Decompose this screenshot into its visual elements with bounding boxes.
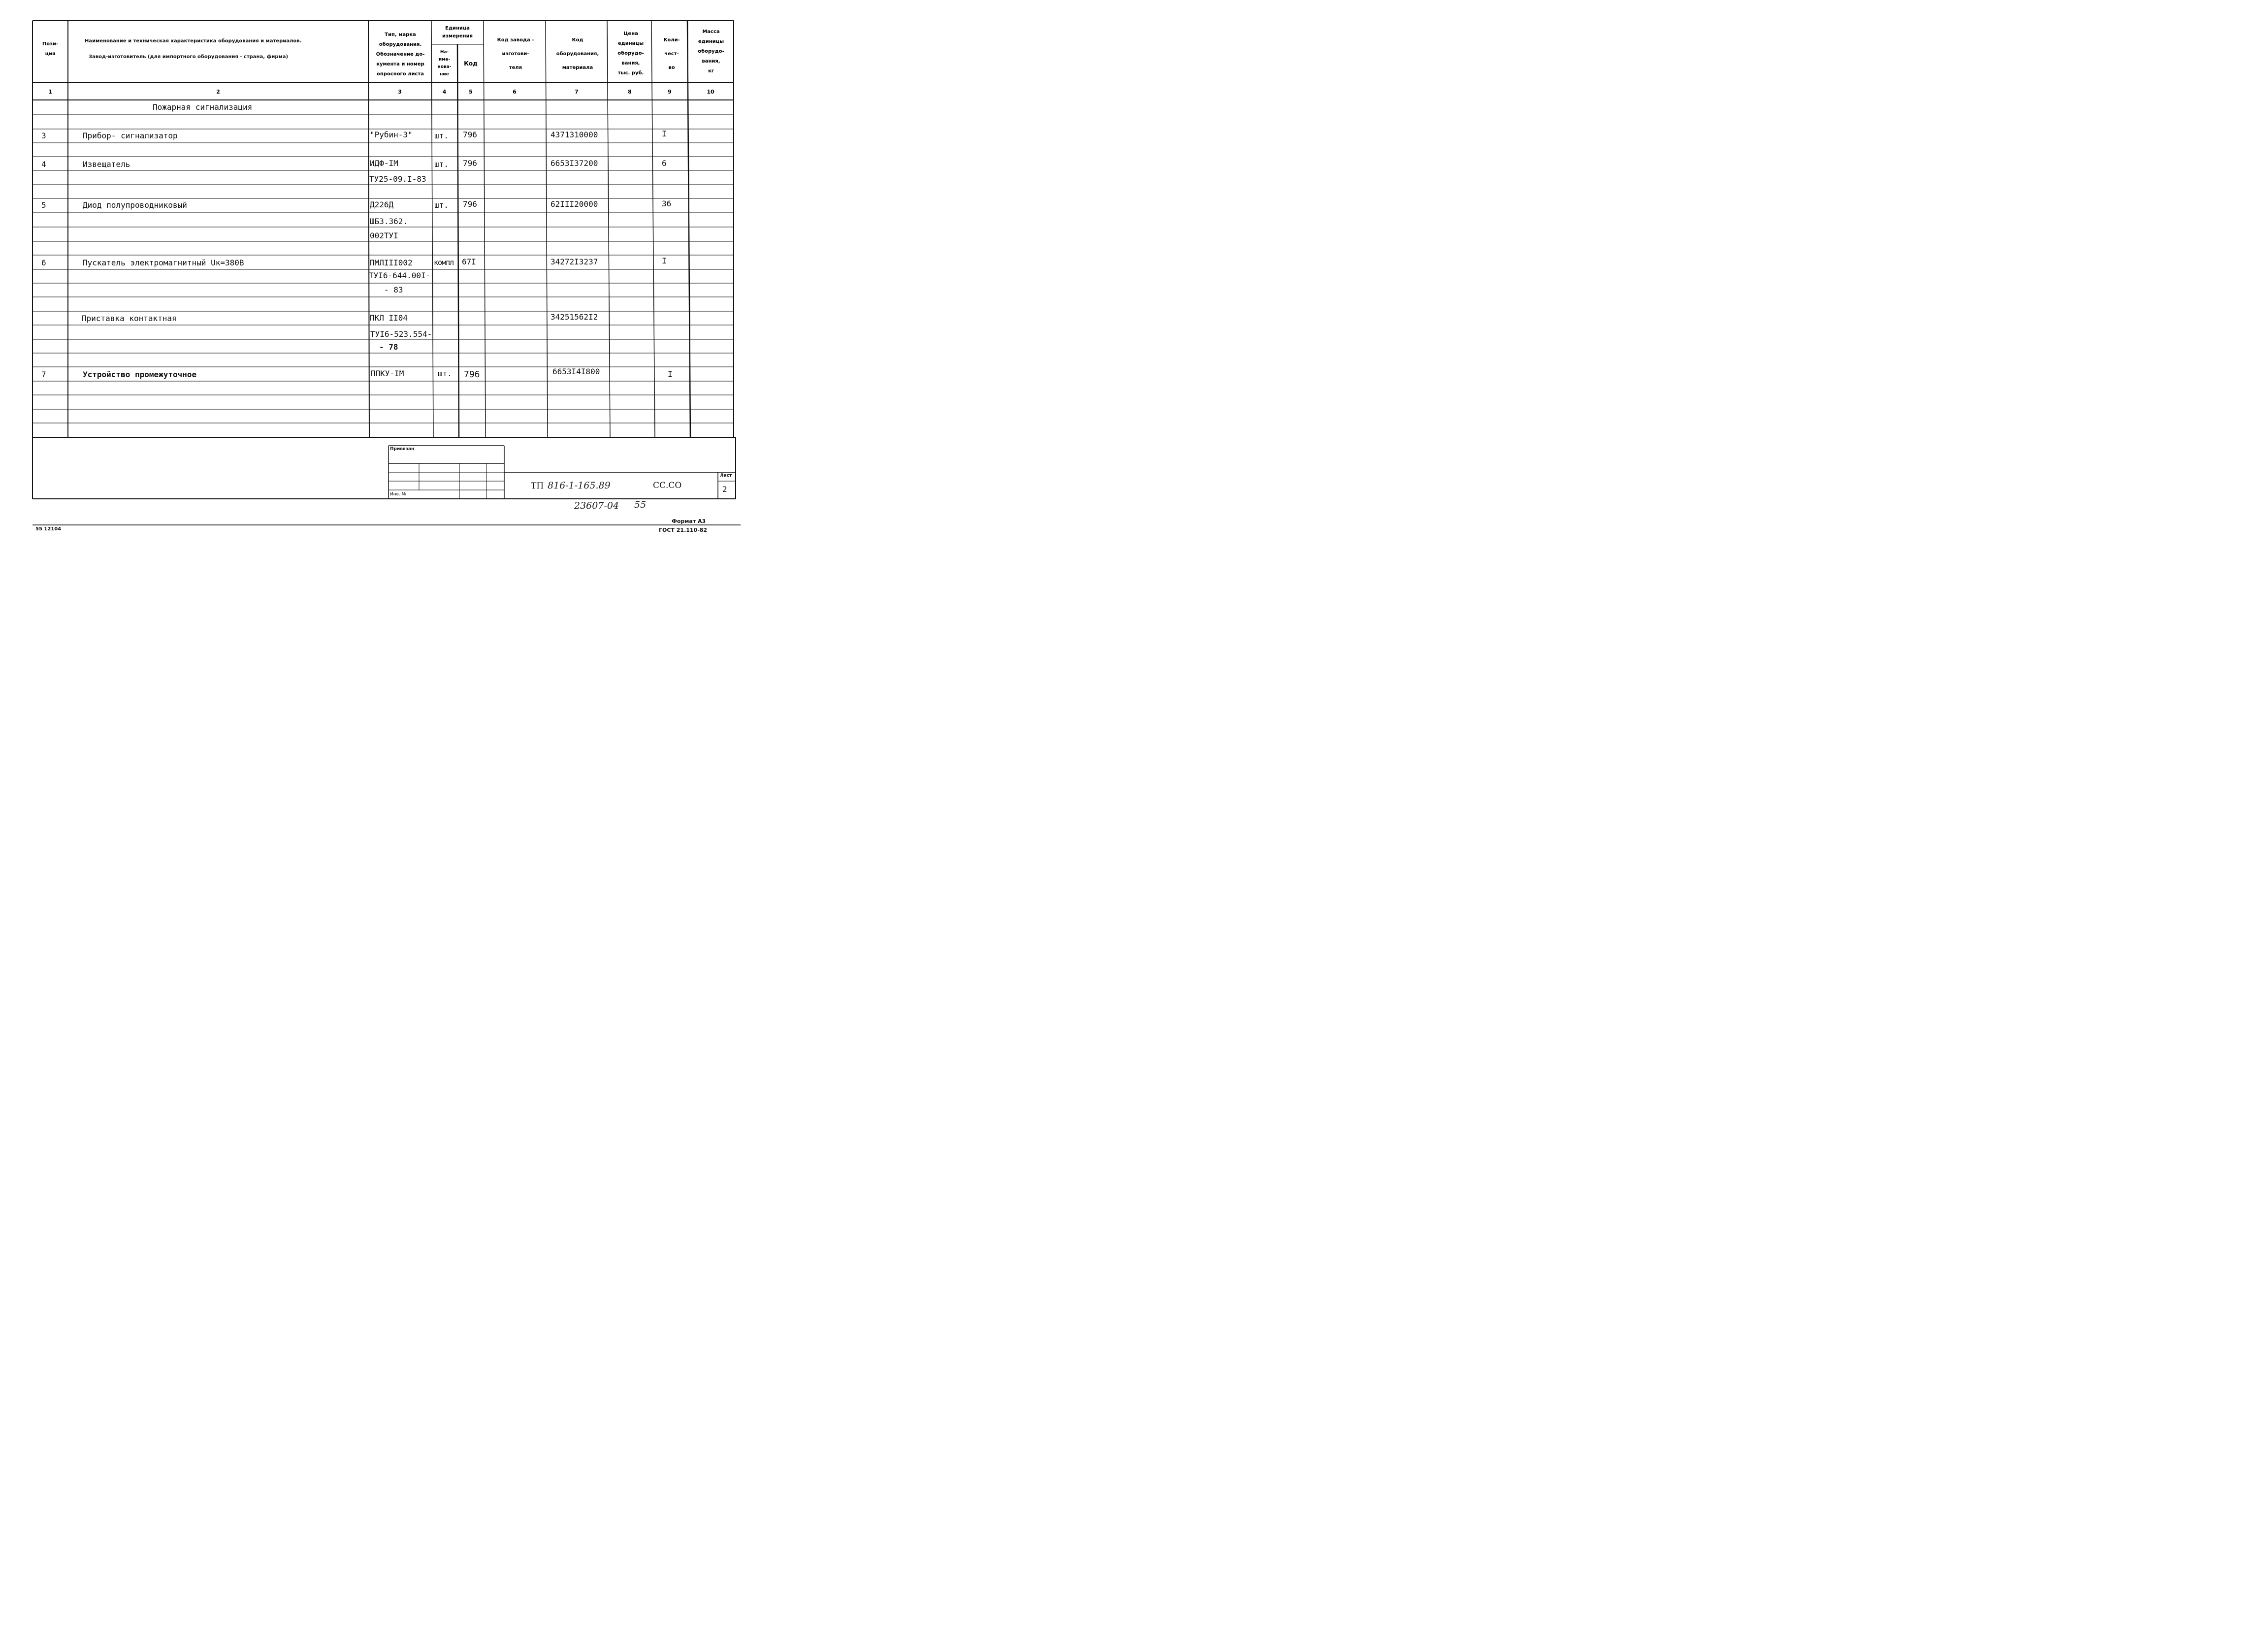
header-position: [32, 30, 68, 69]
row-5-type: Д226Д: [370, 200, 394, 209]
col-number-9: 9: [668, 88, 672, 95]
stamp-inventory-label: Инв. №: [390, 492, 407, 497]
header-type-l2: оборудования.: [379, 42, 422, 47]
row-7-qty: I: [668, 369, 673, 379]
row-7-code: 6653I4I800: [552, 367, 600, 376]
footer-left-code: 55 12104: [35, 526, 62, 532]
header-factory-l1: Код завода -: [497, 37, 534, 43]
header-unit-name-l4: ние: [440, 72, 449, 77]
row-6-position: 6: [41, 258, 46, 267]
row-3-name: Прибор- сигнализатор: [83, 131, 178, 140]
row-4-unit-code: 796: [463, 159, 477, 168]
row-7-name: Устройство промежуточное: [83, 370, 197, 379]
header-equipment-code: [547, 30, 609, 79]
header-type: [369, 28, 431, 82]
doc-number: 816-1-165.89: [548, 480, 611, 491]
header-mass-l3: оборудо-: [698, 49, 724, 54]
header-price-l3: оборудо-: [617, 51, 644, 56]
row-7-unit: шт.: [438, 369, 452, 378]
footer-gost: ГОСТ 21.110-82: [659, 527, 708, 533]
footer-format: Формат А3: [672, 518, 706, 524]
header-type-l4: кумента и номер: [376, 62, 424, 67]
header-unit-l1: Единица: [445, 26, 470, 31]
col-number-4: 4: [442, 88, 447, 95]
header-unit-group: [431, 22, 484, 43]
col-number-1: 1: [48, 88, 52, 95]
row-6-name: Пускатель электромагнитный Uк=380В: [83, 258, 244, 267]
row-5-position: 5: [41, 200, 46, 210]
col-number-5: 5: [469, 88, 473, 95]
row-4-type-cont: ТУ25-09.I-83: [369, 174, 426, 184]
header-quantity: [654, 30, 689, 79]
col-number-6: 6: [513, 88, 517, 95]
row-3-qty: I: [662, 129, 667, 138]
doc-suffix: СС.СО: [653, 481, 682, 490]
row-6-type-cont1: ТУI6-644.00I-: [369, 271, 431, 280]
row-3-type: "Рубин-3": [370, 130, 413, 139]
header-unit-name-l2: име-: [438, 57, 451, 62]
header-unit-name: [431, 45, 457, 82]
header-type-l1: Тип, марка: [385, 32, 416, 37]
section-title: Пожарная сигнализация: [153, 102, 253, 112]
row-6-type: ПМЛIII002: [370, 258, 413, 267]
row-7-type: ППКУ-IМ: [371, 369, 404, 378]
row-6-unit: компл: [434, 258, 454, 267]
row-5-code: 62III20000: [551, 199, 598, 209]
header-price-l2: единицы: [617, 41, 644, 46]
row-4-qty: 6: [662, 159, 667, 168]
header-position-line2: ция: [45, 51, 56, 57]
col-number-2: 2: [216, 88, 220, 95]
row-attachment-code: 34251562I2: [551, 312, 598, 322]
header-type-l3: Обозначение до-: [376, 52, 425, 57]
doc-prefix: ТП: [531, 481, 544, 491]
row-4-unit: шт.: [434, 160, 449, 169]
row-4-position: 4: [41, 160, 46, 169]
header-unit-name-l3: нова-: [437, 65, 452, 69]
row-attachment-type: ПКЛ II04: [370, 313, 408, 323]
header-quantity-l3: во: [668, 65, 675, 70]
header-unit-code: Код: [464, 60, 478, 67]
row-6-unit-code: 67I: [462, 257, 476, 266]
handwritten-number: 23607-04: [574, 500, 619, 511]
header-type-l5: опросного листа: [377, 71, 424, 77]
row-5-unit: шт.: [434, 200, 449, 210]
row-5-qty: 36: [662, 199, 672, 208]
header-equipment-l2: оборудования,: [556, 51, 599, 57]
header-mass-l5: кг: [708, 68, 714, 74]
header-price-l1: Цена: [623, 31, 638, 36]
row-attachment-type-cont1: ТУI6-523.554-: [370, 329, 432, 339]
row-3-code: 4371310000: [551, 130, 598, 139]
row-3-unit: шт.: [434, 131, 449, 140]
row-5-unit-code: 796: [463, 199, 477, 209]
header-mass-l2: единицы: [698, 39, 724, 44]
row-5-type-cont2: 002ТУI: [370, 231, 398, 240]
row-6-code: 34272I3237: [551, 257, 598, 266]
row-5-name: Диод полупроводниковый: [83, 200, 187, 210]
header-mass: [689, 25, 733, 79]
sheet-label: Лист: [720, 473, 732, 478]
header-equipment-l3: материала: [562, 65, 593, 70]
header-factory-code: [485, 30, 547, 79]
row-4-code: 6653I37200: [551, 159, 598, 168]
stamp-linked-label: Привязан: [390, 447, 415, 452]
header-quantity-l2: чест-: [664, 51, 679, 57]
row-6-qty: I: [662, 256, 667, 265]
header-position-line1: Пози-: [42, 41, 59, 47]
header-unit-l2: измерения: [442, 33, 473, 39]
header-name-line1: Наименование и техническая характеристика оборудования и материалов.: [85, 38, 302, 44]
row-7-unit-code: 796: [464, 369, 480, 380]
row-6-type-cont2: - 83: [384, 285, 403, 294]
col-number-3: 3: [398, 88, 402, 95]
row-7-position: 7: [41, 370, 46, 379]
row-3-position: 3: [41, 131, 46, 140]
header-quantity-l1: Коли-: [663, 37, 680, 43]
header-unit-name-l1: На-: [440, 50, 449, 55]
row-attachment-name: Приставка контактная: [82, 314, 177, 323]
header-equipment-l1: Код: [572, 37, 583, 43]
header-price-l5: тыс. руб.: [617, 70, 644, 76]
row-3-unit-code: 796: [463, 130, 477, 139]
header-mass-l1: Масса: [702, 29, 720, 34]
row-4-type: ИДФ-IМ: [370, 159, 398, 168]
header-name-line2: Завод-изготовитель (для импортного оборудования - страна, фирма): [89, 54, 289, 60]
sheet-number: 2: [722, 485, 727, 494]
col-number-7: 7: [575, 88, 579, 95]
handwritten-page: 55: [634, 499, 647, 510]
row-5-type-cont1: ШБ3.362.: [370, 217, 408, 226]
header-factory-l2: изготови-: [502, 51, 529, 57]
header-price: [609, 27, 653, 81]
header-mass-l4: вания,: [702, 59, 720, 64]
row-attachment-type-cont2: - 78: [379, 342, 398, 352]
header-price-l4: вания,: [621, 61, 640, 66]
col-number-10: 10: [707, 88, 714, 95]
header-factory-l3: теля: [509, 65, 522, 70]
row-4-name: Извещатель: [83, 160, 130, 169]
col-number-8: 8: [628, 88, 632, 95]
